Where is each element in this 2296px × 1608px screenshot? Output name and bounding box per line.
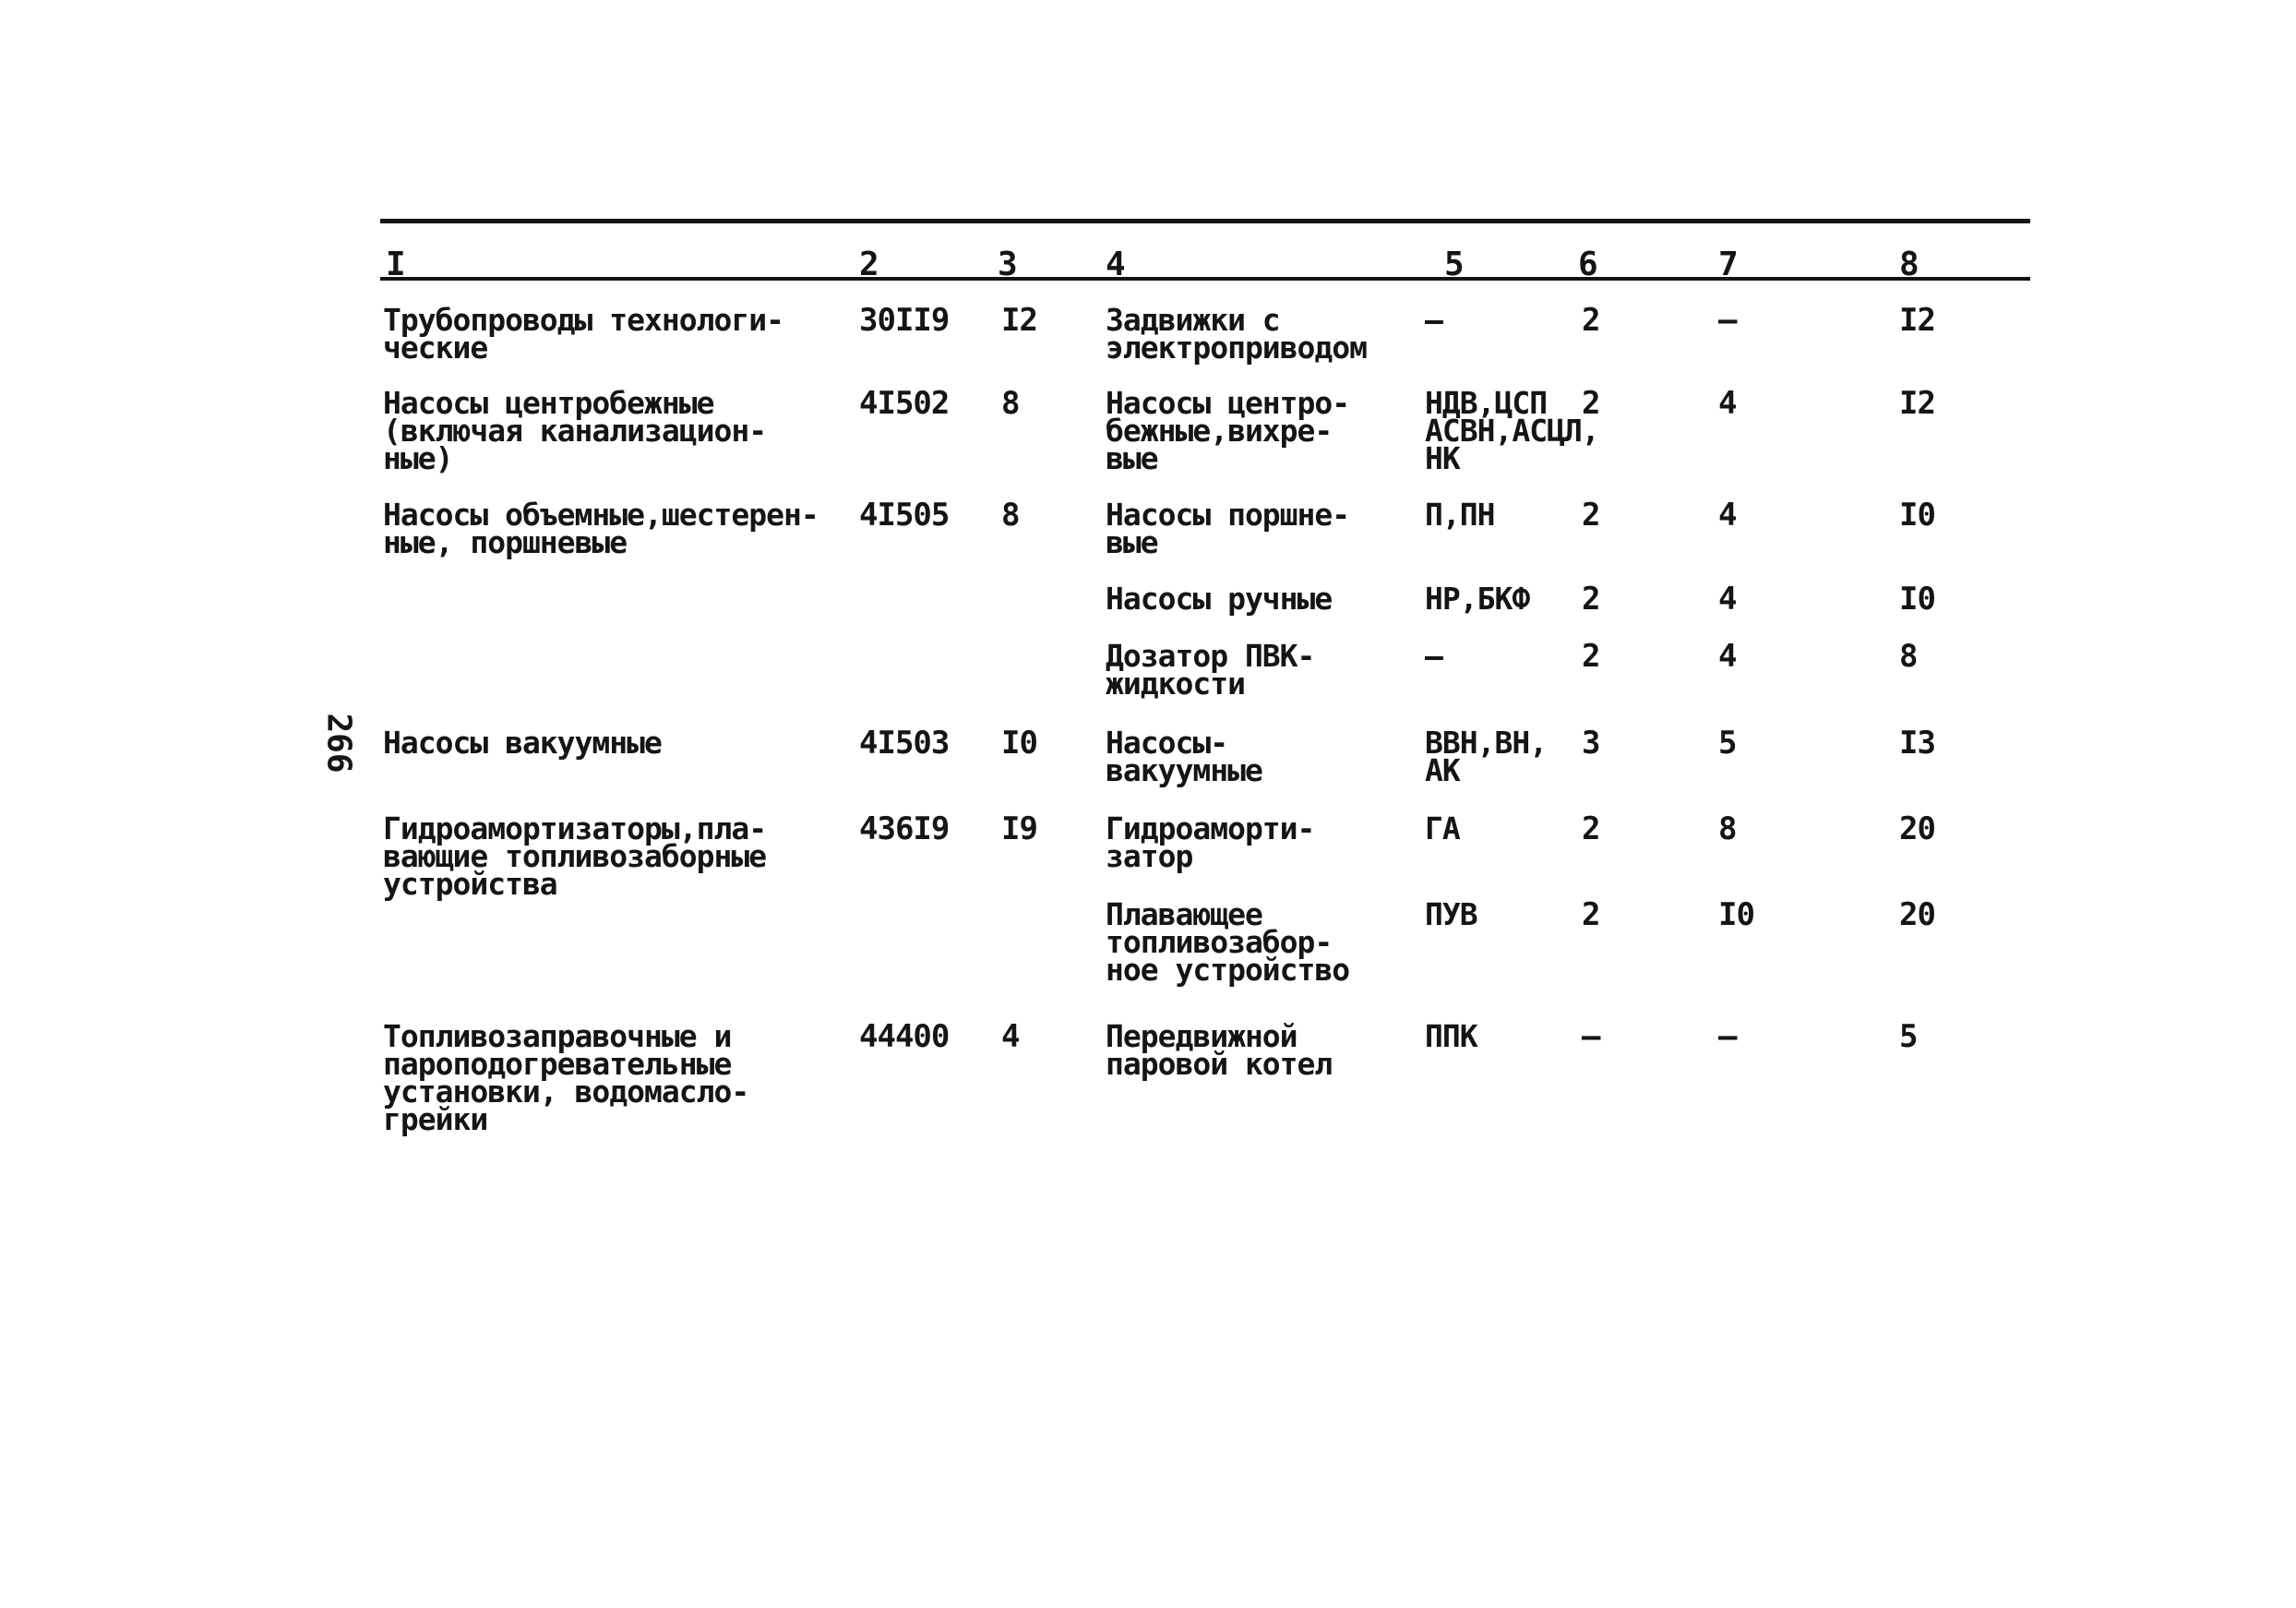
table-cell-col-7: –	[1718, 302, 1737, 339]
table-cell-col-3: I2	[1001, 302, 1037, 339]
column-header-1: I	[386, 246, 406, 283]
table-cell-col-5: ПУВ	[1425, 896, 1477, 932]
table-cell-col-3: 4	[1001, 1018, 1020, 1055]
table-top-rule	[380, 219, 2030, 223]
table-cell-col-4: Насосы центро- бежные,вихре- вые	[1106, 385, 1350, 476]
table-cell-col-1: Гидроамортизаторы,пла- вающие топливозаборные устройства	[383, 810, 767, 902]
table-cell-col-7: 4	[1718, 497, 1737, 534]
table-cell-col-4: Плавающее топливозабор- ное устройство	[1106, 896, 1350, 988]
column-header-2: 2	[859, 246, 879, 283]
table-cell-col-1: Трубопроводы технологи- ческие	[383, 302, 783, 366]
table-cell-col-3: 8	[1001, 385, 1020, 422]
table-cell-col-7: 4	[1718, 638, 1737, 675]
table-cell-col-7: I0	[1718, 896, 1754, 933]
table-cell-col-6: 2	[1582, 497, 1600, 534]
table-cell-col-6: 2	[1582, 385, 1600, 422]
table-cell-col-4: Насосы- вакуумные	[1106, 725, 1262, 788]
column-header-8: 8	[1899, 246, 1919, 283]
table-cell-col-5: НР,БКФ	[1425, 581, 1530, 617]
table-cell-col-3: I9	[1001, 810, 1037, 847]
table-cell-col-1: Насосы объемные,шестерен- ные, поршневые	[383, 497, 819, 560]
table-cell-col-8: I0	[1899, 497, 1935, 534]
table-cell-col-7: 4	[1718, 581, 1737, 618]
table-cell-col-5: –	[1425, 302, 1442, 338]
table-cell-col-6: –	[1582, 1018, 1600, 1055]
table-cell-col-3: 8	[1001, 497, 1020, 534]
table-cell-col-8: 8	[1899, 638, 1918, 675]
column-header-3: 3	[998, 246, 1018, 283]
column-header-7: 7	[1718, 246, 1739, 283]
table-cell-col-7: 4	[1718, 385, 1737, 422]
column-header-4: 4	[1106, 246, 1126, 283]
table-cell-col-8: 20	[1899, 810, 1935, 847]
column-header-5: 5	[1444, 246, 1465, 283]
table-cell-col-1: Насосы центробежные (включая канализацион- ные)	[383, 385, 767, 476]
table-cell-col-4: Гидроаморти- затор	[1106, 810, 1315, 874]
table-cell-col-7: 8	[1718, 810, 1737, 847]
table-cell-col-2: 4I503	[859, 725, 950, 762]
table-cell-col-2: 30II9	[859, 302, 950, 339]
table-header-rule	[380, 277, 2030, 281]
table-cell-col-5: П,ПН	[1425, 497, 1495, 533]
table-cell-col-5: ГА	[1425, 810, 1460, 846]
table-cell-col-4: Задвижки с электроприводом	[1106, 302, 1368, 366]
table-cell-col-6: 2	[1582, 896, 1600, 933]
table-cell-col-1: Топливозаправочные и пароподогревательные установки, водомасло- грейки	[383, 1018, 749, 1137]
table-cell-col-4: Насосы ручные	[1106, 581, 1333, 617]
table-cell-col-8: 5	[1899, 1018, 1918, 1055]
table-cell-col-6: 3	[1582, 725, 1600, 762]
table-cell-col-6: 2	[1582, 638, 1600, 675]
table-cell-col-6: 2	[1582, 302, 1600, 339]
table-cell-col-8: 20	[1899, 896, 1935, 933]
column-header-6: 6	[1578, 246, 1598, 283]
table-cell-col-2: 44400	[859, 1018, 950, 1055]
page-number: 266	[319, 713, 358, 774]
table-cell-col-1: Насосы вакуумные	[383, 725, 662, 761]
table-cell-col-7: 5	[1718, 725, 1737, 762]
table-cell-col-3: I0	[1001, 725, 1037, 762]
table-cell-col-4: Дозатор ПВК- жидкости	[1106, 638, 1315, 702]
table-cell-col-8: I2	[1899, 385, 1935, 422]
table-cell-col-4: Передвижной паровой котел	[1106, 1018, 1333, 1082]
table-cell-col-7: –	[1718, 1018, 1737, 1055]
table-cell-col-8: I3	[1899, 725, 1935, 762]
table-cell-col-4: Насосы поршне- вые	[1106, 497, 1350, 560]
table-cell-col-8: I2	[1899, 302, 1935, 339]
table-cell-col-8: I0	[1899, 581, 1935, 618]
table-cell-col-5: НДВ,ЦСП АСВН,АСЦЛ, НК	[1425, 385, 1599, 476]
table-cell-col-5: ВВН,ВН, АК	[1425, 725, 1548, 788]
table-cell-col-5: –	[1425, 638, 1442, 674]
table-cell-col-5: ППК	[1425, 1018, 1477, 1054]
table-cell-col-2: 436I9	[859, 810, 950, 847]
table-cell-col-2: 4I505	[859, 497, 950, 534]
table-cell-col-6: 2	[1582, 810, 1600, 847]
table-cell-col-2: 4I502	[859, 385, 950, 422]
table-cell-col-6: 2	[1582, 581, 1600, 618]
